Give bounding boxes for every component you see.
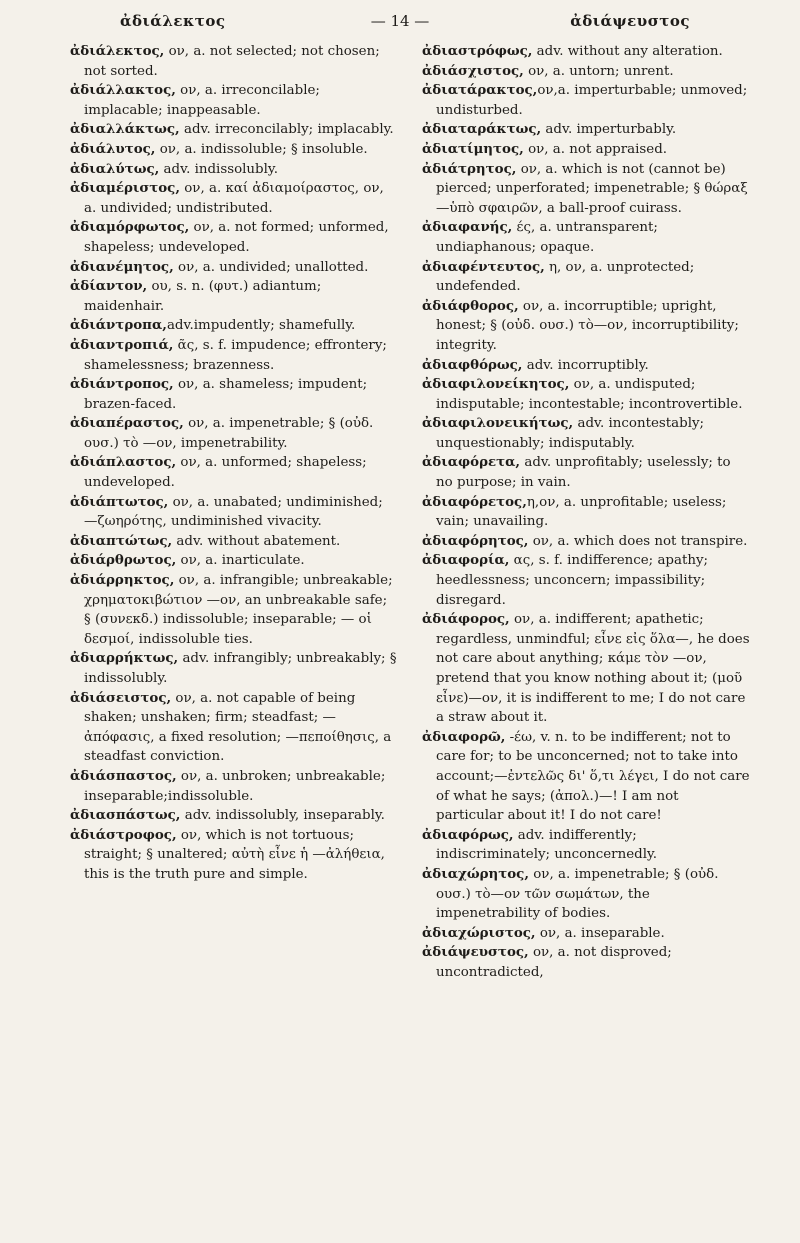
entry-headword: ἀδιαχώριστος, xyxy=(422,924,536,941)
entry-headword: ἀδιάλεκτος, xyxy=(70,43,165,59)
entry-definition: ον, a. untorn; unrent. xyxy=(523,63,674,79)
entry-definition: adv. incontestably; unquestionably; indisputably. xyxy=(436,416,705,451)
entry-definition: ον, a. which does not transpire. xyxy=(528,533,748,549)
entry-definition: ον,a. imperturbable; unmoved; undisturbed. xyxy=(436,83,748,118)
entry-headword: ἀδιάφορος, xyxy=(422,611,510,628)
entry-headword: ἀδιαφιλονείκητος, xyxy=(422,376,570,393)
entry-headword: ἀδιάντροπος, xyxy=(70,376,174,393)
entry-definition: ον, a. undivided; unallotted. xyxy=(173,259,369,275)
dictionary-entry xyxy=(70,414,398,453)
dictionary-entry xyxy=(422,943,750,982)
dictionary-entry xyxy=(70,316,398,336)
dictionary-entry xyxy=(70,277,398,316)
entry-headword: ἀδιαφανής, xyxy=(422,219,513,236)
left-column xyxy=(70,42,398,1237)
dictionary-entry xyxy=(422,551,750,610)
entry-headword: ἀδιαφόρετα, xyxy=(422,454,521,471)
right-column xyxy=(422,42,750,1237)
entry-definition: ον, a. unformed; shapeless; undeveloped. xyxy=(84,455,367,491)
entry-definition: -έω, v. n. to be indifferent; not to care for; to be unconcerned; not to take into account;—ἐντελῶς δι' ὅ,τι λέγει, I do not care of what he says; (ἀπολ.)—! I am not particular about it! I do not care! xyxy=(436,729,750,824)
dictionary-entry xyxy=(70,42,398,81)
dictionary-entry xyxy=(70,826,398,885)
dictionary-entry xyxy=(70,336,398,375)
dictionary-entry xyxy=(422,728,750,826)
entry-headword: ἀδιαπτώτως, xyxy=(70,532,173,549)
dictionary-entry xyxy=(70,453,398,492)
entry-definition: ον, a. irreconcilable; implacable; inappeasable. xyxy=(84,83,320,118)
entry-definition: ον, a. impenetrable; § (οὐδ. ουσ.) τὸ—ον τῶν σωμάτων, the impenetrability of bodies. xyxy=(436,866,719,922)
entry-headword: ἀδιαστρόφως, xyxy=(422,43,533,59)
entry-headword: ἀδιάρρηκτος, xyxy=(70,572,175,589)
dictionary-entry xyxy=(422,493,750,532)
entry-definition: η,ον, a. unprofitable; useless; vain; unavailing. xyxy=(436,494,727,530)
entry-definition: ον, a. not appraised. xyxy=(523,141,668,157)
dictionary-entry xyxy=(422,258,750,297)
dictionary-entry xyxy=(70,493,398,532)
entry-definition: ον, a. not capable of being shaken; unshaken; firm; steadfast; —ἀπόφασις, a fixed resolution; —πεποίθησις, a steadfast conviction. xyxy=(84,690,392,765)
entry-headword: ἀδιάπλαστος, xyxy=(70,454,177,471)
entry-headword: ἀδιαντροπιά, xyxy=(70,336,174,353)
dictionary-entry xyxy=(422,453,750,492)
dictionary-entry xyxy=(70,571,398,649)
entry-definition: adv. without any alteration. xyxy=(532,44,723,59)
entry-definition: ές, a. untransparent; undiaphanous; opaque. xyxy=(436,220,658,255)
entry-headword: ἀδιαπέραστος, xyxy=(70,415,184,432)
entry-headword: ἀδιαφόρητος, xyxy=(422,532,529,549)
entry-definition: ον, a. indifferent; apathetic; regardless, unmindful; εἶνε εἰς ὅλα—, he does not care about anything; κάμε τὸν —ον, pretend that you know nothing about it; (μοῦ εἶνε)—ον, it is indifferent to me; I do not care a straw about it. xyxy=(436,612,750,726)
entry-headword: ἀδιανέμητος, xyxy=(70,258,174,275)
entry-definition: ον, a. shameless; impudent; brazen-faced. xyxy=(84,377,368,412)
entry-headword: ἀδιαφορῶ, xyxy=(422,728,506,745)
entry-headword: ἀδιάστροφος, xyxy=(70,826,177,843)
dictionary-entry xyxy=(422,865,750,924)
dictionary-entry xyxy=(70,160,398,180)
header-last-word: ἀδιάψευστος xyxy=(570,12,690,30)
entry-headword: ἀδιάσειστος, xyxy=(70,689,172,706)
dictionary-entry xyxy=(422,297,750,356)
entry-definition: ας, s. f. indifference; apathy; heedlessness; unconcern; impassibility; disregard. xyxy=(436,553,709,608)
dictionary-entry xyxy=(70,179,398,218)
entry-headword: ἀδιαχώρητος, xyxy=(422,865,529,882)
entry-definition: ον, a. unabated; undiminished; —ζωηρότης, undiminished vivacity. xyxy=(84,494,383,530)
dictionary-entry xyxy=(70,140,398,160)
entry-headword: ἀδιάντροπα, xyxy=(70,317,167,334)
entry-headword: ἀδιατίμητος, xyxy=(422,140,524,157)
dictionary-entry xyxy=(70,649,398,688)
dictionary-entry xyxy=(70,375,398,414)
entry-definition: adv. without abatement. xyxy=(172,533,341,549)
entry-definition: ον, a. not disproved; uncontradicted, xyxy=(436,945,672,980)
entry-definition: ον, a. infrangible; unbreakable; χρηματοκιβώτιον —ον, an unbreakable safe; § (συνεκδ.) indissoluble; inseparable; — οἱ δεσμοί, indissoluble ties. xyxy=(84,573,393,647)
dictionary-columns xyxy=(70,42,750,1237)
dictionary-entry xyxy=(422,81,750,120)
dictionary-entry xyxy=(422,826,750,865)
dictionary-entry xyxy=(70,81,398,120)
dictionary-entry xyxy=(70,551,398,571)
entry-definition: ον, a. inarticulate. xyxy=(176,553,305,569)
dictionary-entry xyxy=(422,610,750,728)
dictionary-entry xyxy=(70,218,398,257)
entry-headword: ἀδιαρρήκτως, xyxy=(70,650,179,667)
dictionary-entry xyxy=(422,62,750,82)
dictionary-entry xyxy=(422,42,750,62)
entry-headword: ἀδιάλυτος, xyxy=(70,140,156,157)
dictionary-entry xyxy=(70,120,398,140)
entry-headword: ἀδίαντον, xyxy=(70,278,148,295)
entry-definition: adv. indissolubly. xyxy=(159,161,278,177)
entry-headword: ἀδιασπάστως, xyxy=(70,807,181,824)
entry-headword: ἀδιαφέντευτος, xyxy=(422,258,545,275)
entry-headword: ἀδιάπτωτος, xyxy=(70,493,169,510)
entry-definition: ον, a. undisputed; indisputable; incontestable; incontrovertible. xyxy=(436,377,743,412)
entry-headword: ἀδιαφόρως, xyxy=(422,826,514,843)
entry-definition: ᾶς, s. f. impudence; effrontery; shamelessness; brazenness. xyxy=(84,337,387,373)
entry-definition: adv. imperturbably. xyxy=(541,122,677,138)
entry-definition: ου, s. n. (φυτ.) adiantum; maidenhair. xyxy=(84,279,322,314)
dictionary-entry xyxy=(70,258,398,278)
entry-headword: ἀδιάρθρωτος, xyxy=(70,552,177,569)
entry-headword: ἀδιαμόρφωτος, xyxy=(70,219,190,236)
entry-definition: ον, a. which is not (cannot be) pierced; unperforated; impenetrable; § θώραξ—ὑπὸ σφαιρῶν, a ball-proof cuirass. xyxy=(436,161,748,216)
entry-headword: ἀδιάσχιστος, xyxy=(422,62,524,79)
entry-definition: ον, a. καί ἀδιαμοίραστος, ον, a. undivided; undistributed. xyxy=(84,181,384,216)
dictionary-entry xyxy=(422,924,750,944)
entry-definition: adv. unprofitably; uselessly; to no purpose; in vain. xyxy=(436,455,731,491)
entry-headword: ἀδιάλλακτος, xyxy=(70,82,176,99)
entry-definition: ον, a. not selected; not chosen; not sorted. xyxy=(84,44,380,79)
entry-definition: η, ον, a. unprotected; undefended. xyxy=(436,259,695,295)
entry-headword: ἀδιάψευστος, xyxy=(422,944,529,961)
page-number: — 14 — xyxy=(370,12,430,30)
entry-definition: ον, a. impenetrable; § (οὐδ. ουσ.) τὸ —ον, impenetrability. xyxy=(84,416,374,451)
entry-headword: ἀδιαμέριστος, xyxy=(70,180,180,197)
entry-definition: adv. irreconcilably; implacably. xyxy=(179,122,394,138)
dictionary-entry xyxy=(70,689,398,767)
entry-definition: ον, a. incorruptible; upright, honest; § (οὐδ. ουσ.) τὸ—ον, incorruptibility; integrity. xyxy=(436,298,739,353)
dictionary-entry xyxy=(70,532,398,552)
entry-definition: ον, a. inseparable. xyxy=(535,925,665,941)
entry-headword: ἀδιαλύτως, xyxy=(70,160,160,177)
entry-headword: ἀδιάφθορος, xyxy=(422,297,519,314)
entry-definition: adv. indissolubly, inseparably. xyxy=(180,808,385,824)
entry-definition: ον, a. unbroken; unbreakable; inseparable;indissoluble. xyxy=(84,768,386,804)
entry-definition: adv.impudently; shamefully. xyxy=(166,318,356,334)
entry-definition: ον, a. not formed; unformed, shapeless; undeveloped. xyxy=(84,220,389,255)
entry-headword: ἀδιαταράκτως, xyxy=(422,121,542,138)
dictionary-entry xyxy=(422,160,750,219)
header-first-word: ἀδιάλεκτος xyxy=(120,12,226,30)
entry-headword: ἀδιαφθόρως, xyxy=(422,356,523,373)
page-header xyxy=(70,10,730,34)
dictionary-entry xyxy=(422,375,750,414)
entry-definition: adv. incorruptibly. xyxy=(522,357,649,373)
entry-headword: ἀδιάσπαστος, xyxy=(70,767,177,784)
dictionary-entry xyxy=(422,218,750,257)
entry-headword: ἀδιαλλάκτως, xyxy=(70,121,180,138)
entry-definition: ον, which is not tortuous; straight; § unaltered; αὐτὴ εἶνε ἡ —ἀλήθεια, this is the truth pure and simple. xyxy=(84,827,385,882)
dictionary-entry xyxy=(422,120,750,140)
entry-headword: ἀδιαφόρετος, xyxy=(422,493,527,510)
entry-definition: adv. indifferently; indiscriminately; unconcernedly. xyxy=(436,827,658,863)
dictionary-entry xyxy=(422,414,750,453)
entry-definition: adv. infrangibly; unbreakably; § indissolubly. xyxy=(84,651,397,686)
entry-headword: ἀδιατάρακτος, xyxy=(422,82,538,99)
dictionary-entry xyxy=(70,767,398,806)
entry-headword: ἀδιαφιλονεικήτως, xyxy=(422,415,574,432)
dictionary-entry xyxy=(422,532,750,552)
entry-headword: ἀδιάτρητος, xyxy=(422,160,517,177)
dictionary-entry xyxy=(422,140,750,160)
entry-definition: ον, a. indissoluble; § insoluble. xyxy=(155,141,368,157)
dictionary-entry xyxy=(422,356,750,376)
entry-headword: ἀδιαφορία, xyxy=(422,552,510,569)
dictionary-entry xyxy=(70,806,398,826)
